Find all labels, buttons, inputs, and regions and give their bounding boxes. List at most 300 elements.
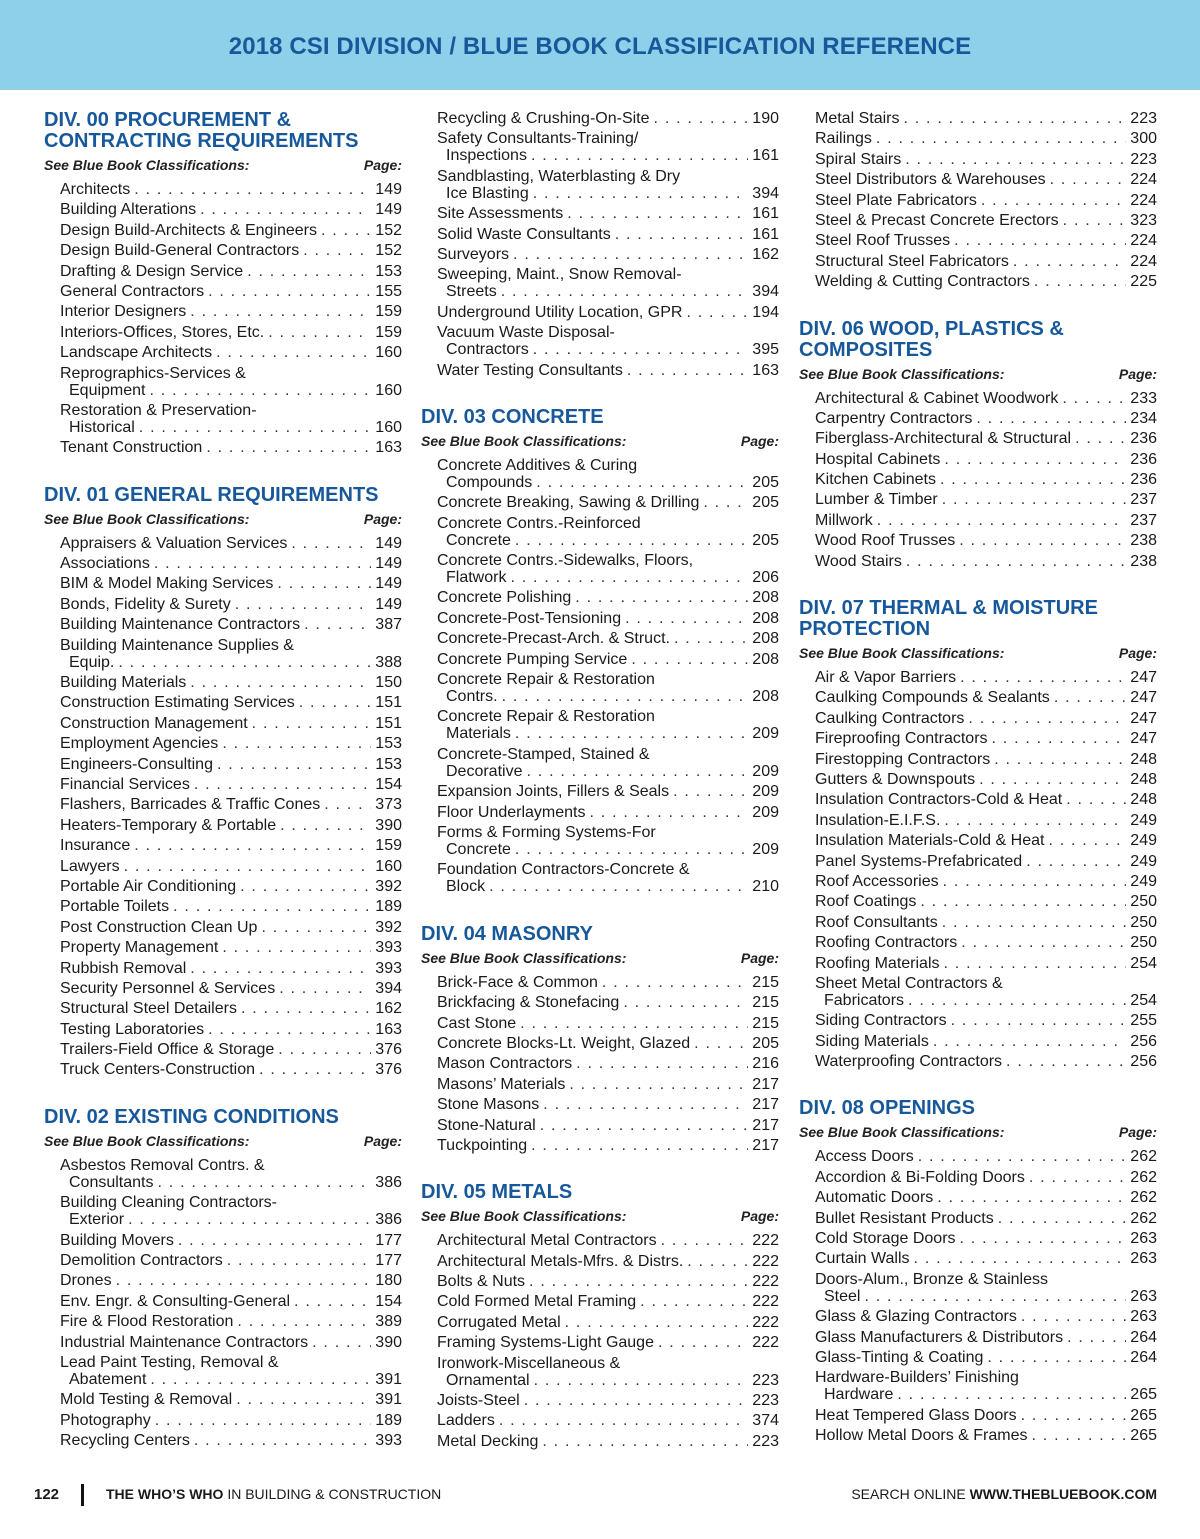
section-spacer: [421, 1157, 779, 1182]
classification-entry[interactable]: [437, 362, 779, 379]
entry-row: [60, 776, 402, 793]
classification-entry[interactable]: [60, 201, 402, 218]
classification-entry[interactable]: [60, 858, 402, 875]
entry-page-number: 215: [752, 994, 779, 1012]
entry-page-number: 161: [752, 205, 779, 223]
entry-name: General Contractors: [60, 282, 205, 300]
classification-entry[interactable]: [815, 110, 1157, 127]
entry-page-number: 388: [375, 653, 402, 671]
classification-entry[interactable]: [815, 1210, 1157, 1227]
classification-entry[interactable]: [60, 242, 402, 259]
entry-row: [437, 1232, 779, 1249]
entry-page-number: 247: [1130, 730, 1157, 748]
classification-entry[interactable]: [815, 491, 1157, 508]
classification-entry[interactable]: [815, 934, 1157, 951]
classification-entry[interactable]: [437, 1433, 779, 1450]
classification-list: [421, 110, 779, 379]
classification-entry[interactable]: [60, 222, 402, 239]
entry-page-number: 263: [1130, 1230, 1157, 1248]
classification-entry[interactable]: [437, 110, 779, 127]
classification-entry[interactable]: [437, 630, 779, 647]
classification-entry[interactable]: [437, 494, 779, 511]
entry-page-number: 150: [375, 674, 402, 692]
classification-subheader: [421, 1208, 779, 1226]
classification-entry[interactable]: [815, 1148, 1157, 1165]
classification-entry[interactable]: [60, 715, 402, 732]
entry-page-number: 215: [752, 973, 779, 991]
entry-name: Welding & Cutting Contractors: [815, 273, 1030, 291]
entry-page-number: 256: [1130, 1032, 1157, 1050]
classification-entry[interactable]: [815, 1053, 1157, 1070]
classification-entry[interactable]: [815, 410, 1157, 427]
classification-entry[interactable]: [60, 1432, 402, 1449]
classification-entry[interactable]: [815, 253, 1157, 270]
classification-entry[interactable]: [60, 1232, 402, 1249]
classification-entry[interactable]: [815, 812, 1157, 829]
section-spacer: [44, 460, 402, 485]
entry-page-number: 386: [375, 1211, 402, 1229]
entry-row: [815, 1250, 1157, 1267]
entry-name: Hollow Metal Doors & Frames: [815, 1427, 1028, 1445]
classification-entry[interactable]: [437, 1314, 779, 1331]
dot-leader: [959, 532, 1126, 549]
dot-leader: [190, 303, 371, 320]
classification-entry[interactable]: [437, 1293, 779, 1310]
entry-row: [437, 763, 779, 780]
classification-entry[interactable]: [437, 746, 779, 780]
dot-leader: [150, 382, 372, 399]
classification-entry[interactable]: [815, 751, 1157, 768]
entry-row: [815, 232, 1157, 249]
entry-page-number: 249: [1130, 811, 1157, 829]
classification-entry[interactable]: [437, 610, 779, 627]
entry-row: [60, 1391, 402, 1408]
entry-row: [437, 1096, 779, 1113]
classification-entry[interactable]: [437, 994, 779, 1011]
classification-entry[interactable]: [815, 553, 1157, 570]
classification-entry[interactable]: [437, 1096, 779, 1113]
classification-entry[interactable]: [815, 1169, 1157, 1186]
classification-entry[interactable]: [815, 1349, 1157, 1366]
classification-entry[interactable]: [60, 980, 402, 997]
classification-entry[interactable]: [60, 365, 402, 399]
classification-entry[interactable]: [60, 960, 402, 977]
classification-entry[interactable]: [437, 651, 779, 668]
entry-name-line1: Concrete Additives & Curing: [437, 456, 638, 474]
classification-entry[interactable]: [815, 532, 1157, 549]
classification-entry[interactable]: [437, 266, 779, 300]
entry-page-number: 263: [1130, 1308, 1157, 1326]
classification-entry[interactable]: [815, 669, 1157, 686]
page-label: Page:: [1118, 645, 1157, 662]
entry-page-number: 223: [752, 1371, 779, 1389]
classification-entry[interactable]: [815, 689, 1157, 706]
entry-page-number: 248: [1130, 791, 1157, 809]
entry-name: Expansion Joints, Fillers & Seals: [437, 783, 670, 801]
entry-row: [437, 341, 779, 358]
entry-row: [437, 651, 779, 668]
classification-entry[interactable]: [815, 1369, 1157, 1403]
classification-entry[interactable]: [60, 1000, 402, 1017]
classification-entry[interactable]: [60, 735, 402, 752]
classification-entry[interactable]: [815, 791, 1157, 808]
dot-leader: [261, 919, 371, 936]
entry-row: [815, 390, 1157, 407]
dot-leader: [575, 589, 748, 606]
classification-entry[interactable]: [60, 637, 402, 671]
entry-name: Drones: [60, 1272, 112, 1290]
classification-entry[interactable]: [437, 246, 779, 263]
classification-entry[interactable]: [815, 893, 1157, 910]
entry-name: Heaters-Temporary & Portable: [60, 816, 277, 834]
classification-subheader: [44, 1133, 402, 1151]
entry-name: Concrete-Precast-Arch. & Struct.: [437, 630, 670, 648]
entry-page-number: 237: [1130, 491, 1157, 509]
entry-page-number: 389: [375, 1313, 402, 1331]
dot-leader: [304, 616, 371, 633]
classification-entry[interactable]: [60, 1061, 402, 1078]
classification-entry[interactable]: [815, 914, 1157, 931]
classification-entry[interactable]: [815, 451, 1157, 468]
classification-entry[interactable]: [437, 589, 779, 606]
classification-entry[interactable]: [437, 1076, 779, 1093]
classification-entry[interactable]: [815, 1329, 1157, 1346]
classification-entry[interactable]: [437, 1232, 779, 1249]
dot-leader: [661, 1232, 749, 1249]
classification-entry[interactable]: [437, 1392, 779, 1409]
classification-entry[interactable]: [60, 402, 402, 436]
classification-entry[interactable]: [815, 512, 1157, 529]
entry-row: [437, 304, 779, 321]
entry-page-number: 224: [1130, 232, 1157, 250]
classification-entry[interactable]: [60, 817, 402, 834]
entry-name: Fiberglass-Architectural & Structural: [815, 430, 1072, 448]
classification-entry[interactable]: [437, 783, 779, 800]
entry-row: [815, 1349, 1157, 1366]
entry-name-line1: Building Cleaning Contractors-: [60, 1194, 277, 1212]
division-section: [799, 1073, 1157, 1444]
entry-name: Roof Consultants: [815, 913, 938, 931]
entry-name: Roofing Materials: [815, 954, 940, 972]
classification-entry[interactable]: [60, 535, 402, 552]
entry-row: [60, 654, 402, 671]
dot-leader: [134, 837, 371, 854]
dot-leader: [536, 474, 748, 491]
classification-entry[interactable]: [60, 878, 402, 895]
classification-entry[interactable]: [815, 730, 1157, 747]
dot-leader: [280, 817, 371, 834]
classification-entry[interactable]: [60, 694, 402, 711]
classification-entry[interactable]: [60, 1412, 402, 1429]
classification-entry[interactable]: [60, 324, 402, 341]
entry-row: [437, 1015, 779, 1032]
entry-page-number: 390: [375, 816, 402, 834]
dot-leader: [933, 1033, 1126, 1050]
classification-entry[interactable]: [815, 273, 1157, 290]
entry-page-number: 163: [752, 361, 779, 379]
division-title: DIV. 07 THERMAL & MOISTURE PROTECTION: [799, 597, 1098, 641]
dot-leader: [951, 1012, 1127, 1029]
entry-page-number: 234: [1130, 409, 1157, 427]
classification-entry[interactable]: [815, 1427, 1157, 1444]
classification-entry[interactable]: [437, 1412, 779, 1429]
classification-entry[interactable]: [437, 824, 779, 858]
classification-entry[interactable]: [437, 515, 779, 549]
classification-entry[interactable]: [60, 756, 402, 773]
classification-entry[interactable]: [60, 439, 402, 456]
entry-name: Steel: [824, 1287, 861, 1305]
dot-leader: [1066, 791, 1126, 808]
dot-leader: [654, 110, 749, 127]
dot-leader: [1029, 1169, 1126, 1186]
header-banner: [0, 0, 1200, 90]
dot-leader: [897, 1386, 1126, 1403]
entry-row: [815, 873, 1157, 890]
entry-page-number: 247: [1130, 709, 1157, 727]
classification-entry[interactable]: [815, 1012, 1157, 1029]
entry-name-line1: Ironwork-Miscellaneous &: [437, 1354, 621, 1372]
classification-entry[interactable]: [815, 1189, 1157, 1206]
classification-entry[interactable]: [60, 1334, 402, 1351]
dot-leader: [247, 263, 371, 280]
entry-row: [60, 694, 402, 711]
classification-entry[interactable]: [815, 171, 1157, 188]
dot-leader: [1075, 430, 1126, 447]
classification-entry[interactable]: [60, 776, 402, 793]
entry-page-number: 394: [752, 283, 779, 301]
classification-entry[interactable]: [60, 1194, 402, 1228]
website-link[interactable]: WWW.THEBLUEBOOK.COM: [969, 1486, 1157, 1502]
dot-leader: [324, 796, 371, 813]
classification-entry[interactable]: [60, 616, 402, 633]
classification-entry[interactable]: [815, 1407, 1157, 1424]
entry-page-number: 189: [375, 898, 402, 916]
entry-row: [815, 914, 1157, 931]
classification-entry[interactable]: [60, 1293, 402, 1310]
classification-entry[interactable]: [815, 1271, 1157, 1305]
entry-name: Contractors: [446, 341, 529, 359]
classification-entry[interactable]: [815, 832, 1157, 849]
dot-leader: [1021, 1308, 1126, 1325]
entry-row: [437, 185, 779, 202]
classification-entry[interactable]: [60, 1313, 402, 1330]
classification-entry[interactable]: [815, 232, 1157, 249]
classification-entry[interactable]: [815, 771, 1157, 788]
see-classifications-label: See Blue Book Classifications:: [44, 510, 250, 527]
entry-row: [60, 575, 402, 592]
entry-name: Property Management: [60, 939, 219, 957]
classification-entry[interactable]: [60, 555, 402, 572]
classification-entry[interactable]: [437, 1355, 779, 1389]
entry-row: [437, 362, 779, 379]
classification-entry[interactable]: [60, 939, 402, 956]
entry-name: Steel Roof Trusses: [815, 232, 951, 250]
entry-page-number: 262: [1130, 1148, 1157, 1166]
dot-leader: [602, 974, 748, 991]
classification-entry[interactable]: [815, 212, 1157, 229]
section-spacer: [44, 1082, 402, 1107]
dot-leader: [908, 992, 1126, 1009]
entry-name: Flatwork: [446, 569, 507, 587]
classification-entry[interactable]: [437, 1035, 779, 1052]
dot-leader: [190, 674, 371, 691]
dot-leader: [1026, 853, 1126, 870]
entry-name: Concrete Pumping Service: [437, 650, 628, 668]
entry-page-number: 177: [375, 1252, 402, 1270]
dot-leader: [1034, 273, 1126, 290]
entry-row: [60, 919, 402, 936]
entry-page-number: 163: [375, 439, 402, 457]
classification-entry[interactable]: [60, 1272, 402, 1289]
page-label: Page:: [740, 432, 779, 449]
classification-entry[interactable]: [60, 283, 402, 300]
dot-leader: [961, 934, 1126, 951]
entry-row: [60, 1041, 402, 1058]
entry-page-number: 255: [1130, 1012, 1157, 1030]
classification-entry[interactable]: [60, 1252, 402, 1269]
classification-entry[interactable]: [815, 1308, 1157, 1325]
entry-row: [437, 1273, 779, 1290]
classification-entry[interactable]: [437, 552, 779, 586]
classification-entry[interactable]: [437, 304, 779, 321]
classification-entry[interactable]: [815, 975, 1157, 1009]
dot-leader: [208, 283, 371, 300]
entry-page-number: 249: [1130, 852, 1157, 870]
division-section: [421, 1157, 779, 1450]
classification-entry[interactable]: [815, 390, 1157, 407]
entry-name: Cold Storage Doors: [815, 1230, 956, 1248]
classification-entry[interactable]: [437, 974, 779, 991]
entry-name: Framing Systems-Light Gauge: [437, 1334, 654, 1352]
classification-entry[interactable]: [815, 1250, 1157, 1267]
dot-leader: [200, 201, 371, 218]
classification-entry[interactable]: [437, 708, 779, 742]
classification-entry[interactable]: [60, 919, 402, 936]
entry-name: Stone-Natural: [437, 1116, 536, 1134]
classification-entry[interactable]: [60, 898, 402, 915]
entry-page-number: 215: [752, 1014, 779, 1032]
classification-entry[interactable]: [60, 181, 402, 198]
entry-name: BIM & Model Making Services: [60, 575, 274, 593]
classification-entry[interactable]: [815, 471, 1157, 488]
classification-entry[interactable]: [60, 575, 402, 592]
classification-entry[interactable]: [815, 710, 1157, 727]
entry-name: Steel Plate Fabricators: [815, 191, 977, 209]
entry-name: Access Doors: [815, 1148, 914, 1166]
classification-entry[interactable]: [60, 263, 402, 280]
dot-leader: [1048, 832, 1126, 849]
classification-entry[interactable]: [815, 853, 1157, 870]
classification-entry[interactable]: [437, 205, 779, 222]
entry-name: Steel Distributors & Warehouses: [815, 171, 1046, 189]
entry-row: [815, 430, 1157, 447]
dot-leader: [1063, 212, 1127, 229]
entry-row: [437, 974, 779, 991]
classification-entry[interactable]: [815, 873, 1157, 890]
entry-name: Concrete: [446, 531, 511, 549]
entry-name: Concrete Polishing: [437, 589, 572, 607]
entry-page-number: 152: [375, 242, 402, 260]
dot-leader: [222, 735, 371, 752]
dot-leader: [513, 246, 748, 263]
classification-entry[interactable]: [437, 804, 779, 821]
classification-entry[interactable]: [60, 1041, 402, 1058]
entry-name-line1: Building Maintenance Supplies &: [60, 636, 294, 654]
classification-entry[interactable]: [60, 596, 402, 613]
see-classifications-label: See Blue Book Classifications:: [44, 157, 250, 173]
classification-entry[interactable]: [437, 1015, 779, 1032]
classification-entry[interactable]: [815, 955, 1157, 972]
classification-entry[interactable]: [437, 324, 779, 358]
classification-entry[interactable]: [437, 1055, 779, 1072]
classification-entry[interactable]: [60, 796, 402, 813]
entry-name: Hospital Cabinets: [815, 450, 941, 468]
entry-row: [60, 555, 402, 572]
dot-leader: [134, 181, 371, 198]
entry-page-number: 149: [375, 595, 402, 613]
classification-entry[interactable]: [437, 1253, 779, 1270]
entry-page-number: 237: [1130, 511, 1157, 529]
publication-name-rest: IN BUILDING & CONSTRUCTION: [223, 1486, 442, 1502]
dot-leader: [531, 147, 748, 164]
classification-entry[interactable]: [815, 1033, 1157, 1050]
classification-entry[interactable]: [437, 1273, 779, 1290]
classification-entry[interactable]: [60, 303, 402, 320]
entry-page-number: 161: [752, 147, 779, 165]
classification-entry[interactable]: [437, 1334, 779, 1351]
entry-name: Architectural Metal Contractors: [437, 1232, 657, 1250]
entry-page-number: 264: [1130, 1348, 1157, 1366]
division-section: [421, 382, 779, 895]
division-section: [44, 1082, 402, 1449]
classification-entry[interactable]: [60, 1391, 402, 1408]
entry-name-line1: Concrete Repair & Restoration: [437, 708, 655, 726]
dot-leader: [154, 555, 371, 572]
classification-entry[interactable]: [815, 151, 1157, 168]
classification-entry[interactable]: [60, 1021, 402, 1038]
classification-entry[interactable]: [437, 168, 779, 202]
classification-entry[interactable]: [437, 1117, 779, 1134]
entry-name: Bolts & Nuts: [437, 1273, 526, 1291]
classification-entry[interactable]: [437, 130, 779, 164]
entry-name: Landscape Architects: [60, 344, 213, 362]
classification-entry[interactable]: [437, 671, 779, 705]
classification-entry[interactable]: [437, 861, 779, 895]
dot-leader: [1050, 171, 1127, 188]
classification-entry[interactable]: [60, 837, 402, 854]
classification-entry[interactable]: [60, 674, 402, 691]
classification-entry[interactable]: [815, 430, 1157, 447]
entry-name-line1: Doors-Alum., Bronze & Stainless: [815, 1270, 1048, 1288]
dot-leader: [118, 654, 371, 671]
dot-leader: [321, 222, 371, 239]
classification-entry[interactable]: [60, 1157, 402, 1191]
entry-page-number: 209: [752, 725, 779, 743]
entry-row: [60, 201, 402, 218]
classification-subheader: [421, 950, 779, 968]
classification-entry[interactable]: [60, 1354, 402, 1388]
classification-entry[interactable]: [815, 130, 1157, 147]
entry-name: Lawyers: [60, 857, 120, 875]
classification-entry[interactable]: [815, 1230, 1157, 1247]
classification-entry[interactable]: [437, 457, 779, 491]
classification-entry[interactable]: [437, 1137, 779, 1154]
entry-page-number: 217: [752, 1116, 779, 1134]
classification-entry[interactable]: [815, 192, 1157, 209]
classification-entry[interactable]: [437, 226, 779, 243]
entry-name: Recycling & Crushing-On-Site: [437, 110, 650, 127]
classification-entry[interactable]: [60, 344, 402, 361]
